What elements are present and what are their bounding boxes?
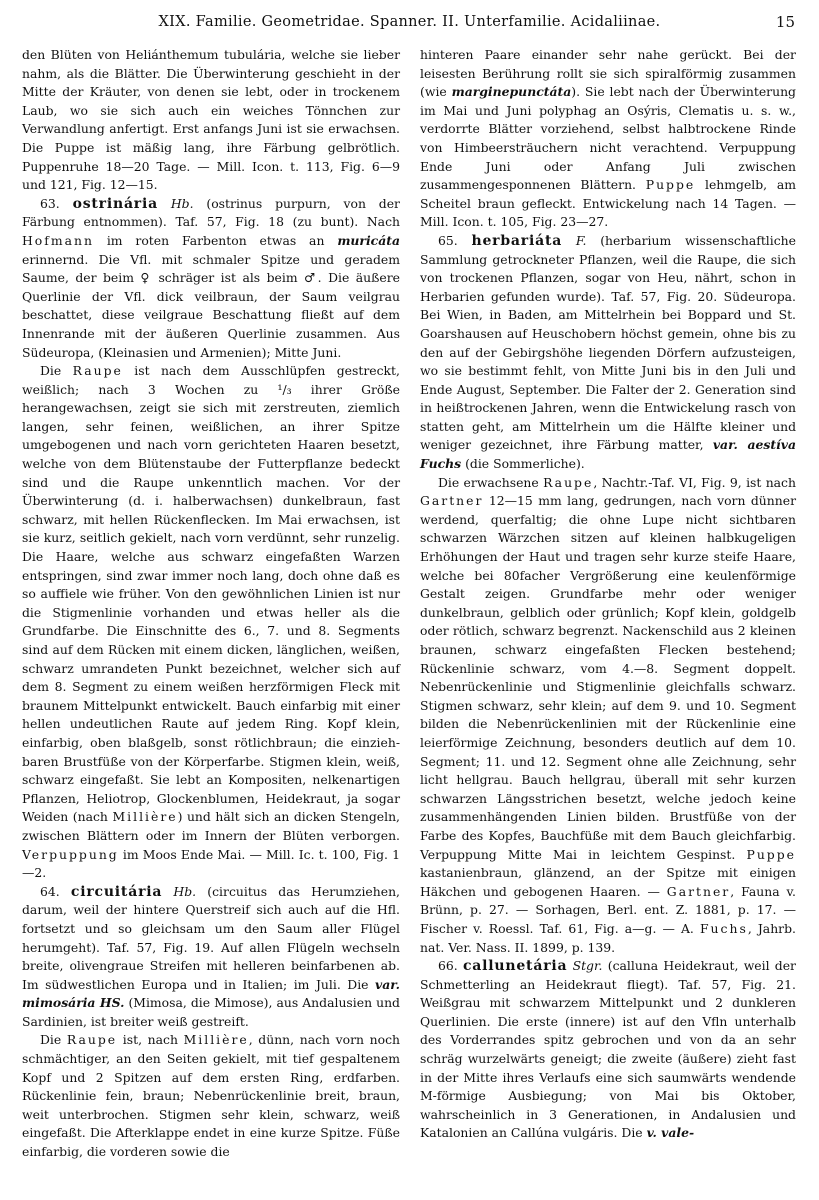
- variety-name: var. aestíva Fuchs: [420, 437, 796, 472]
- variety-name: var. mimosária HS.: [22, 976, 400, 1011]
- species-entry-64: [22, 883, 400, 1032]
- entry-number: 64.: [40, 883, 60, 899]
- text-run: , dünn, nach vorn noch schmächtiger, an den Seiten gekielt, mit tief gespaltenem Kopf und 2 Spitzen auf dem ersten Ring, erdfarben. Rückenlinie fein, braun; Nebenrückenlinie breit, braun, weit unterbrochen. Stigmen sehr klein, schwarz, weiß eingefaßt. Die Afterklappe endet in eine kurze Spitze. Füße einfarbig, die vorderen sowie die: [22, 1032, 400, 1160]
- person-name: Millière: [112, 809, 178, 825]
- text-run: , Nachtr.-Taf. VI, Fig. 9, ist nach: [593, 474, 796, 490]
- entry-text: (herbarium wissenschaftliche Sammlung getrockneter Pflanzen, weil die Raupe, die sich von trockenen Pflanzen, sogar von Heu, nährt, schon in Herbarien gefunden wurde). Taf. 57, Fig. 20. Südeuropa. Bei Wien, in Baden, am Mittelrhein bei Boppard und St. Goarshausen auf Heuschobern höchst gemein, ohne bis zu den auf der Gebirgshöhe liegenden Dörfern aufzusteigen, wo sie bestimmt fehlt, von Mitte Juni bis in den Juli und Ende August, September. Die Falter der 2. Generation sind in heißtrockenen Jahren, wenn die Entwickelung rasch von statten geht, am Mittelrhein um die Hälfte kleiner und weniger gezeichnet, ihre Färbung matter,: [420, 232, 796, 453]
- page-number: 15: [775, 13, 795, 31]
- left-column: [22, 46, 400, 1162]
- keyword-puppe: Puppe: [746, 846, 796, 862]
- text-run: ). Sie lebt nach der Überwinterung im Mai und Juni polyphag an Osýris, Clematis u. s. w., verdorrte Blätter vorziehend, selbst halbtrockene Rinde von Himbeersträuchern nicht verachtend. Verpuppung Ende Juni oder Anfang Juli zwischen zusammengesponnenen Blättern.: [420, 84, 796, 193]
- entry-text: (Mimosa, die Mimose), aus Andalusien und Sardinien, ist breiter weiß gestreift.: [22, 995, 400, 1029]
- larva-description-63: [22, 362, 400, 883]
- text-run: 12—15 mm lang, gedrungen, nach vorn dünner werdend, querfaltig; die ohne Lupe nicht sichtbaren schwarzen Wärzchen sitzen auf kleinen halbkugeligen Erhöhungen der Haut und tragen sehr kurze steife Haare, welche bei 80facher Vergrößerung eine keulenförmige Gestalt zeigen. Grundfarbe mehr oder weniger dunkelbraun, gelblich oder grünlich; Kopf klein, goldgelb oder rötlich, schwarz begrenzt. Nackenschild aus 2 kleinen braunen, schwarz eingefaßten Flecken bestehend; Rückenlinie schwarz, vom 4.—8. Segment doppelt. Nebenrückenlinie und Stigmenlinie gleichfalls schwarz. Stigmen schwarz, sehr klein; auf dem 9. und 10. Segment bilden die Nebenrückenlinien mit der Rückenlinie eine leierförmige Zeichnung, besonders deutlich auf dem 10. Segment; 11. und 12. Segment ohne alle Zeichnung, sehr licht hellgrau. Bauch hellgrau, überall mit sehr kurzen schwarzen Längsstrichen besetzt, welche jedoch keine zusammenhängenden Linien bilden. Brustfüße von der Farbe des Kopfes, Bauchfüße mit dem Bauch gleichfarbig. Verpuppung Mitte Mai in leichtem Gespinst.: [420, 493, 796, 862]
- text-run: kastanienbraun, glänzend, an der Spitze mit einigen Häkchen und gebogenen Haaren. —: [420, 865, 796, 899]
- entry-number: 65.: [438, 232, 458, 248]
- paragraph-text: den Blüten von Heliánthemum tubulária, welche sie lieber nahm, als die Blätter. Die Überwinterung geschieht in der Mitte der Kräuter, von denen sie lebt, oder in trockenem Laub, wo sie sich auch ein weiches Tönnchen zur Verwandlung anfertigt. Erst anfangs Juni ist sie erwachsen. Die Puppe ist mäßig lang, ihre Färbung gelbrötlich. Puppenruhe 18—20 Tage. — Mill. Icon. t. 113, Fig. 6—9 und 121, Fig. 12—15.: [22, 47, 400, 193]
- entry-number: 66.: [438, 958, 458, 974]
- paragraph-continuation: [420, 46, 796, 232]
- text-run: , Jahrb. nat. Ver. Nass. II. 1899, p. 139.: [420, 920, 796, 955]
- keyword-raupe: Raupe: [72, 363, 123, 379]
- species-name: herbariáta: [471, 232, 563, 249]
- species-entry-66: [420, 957, 796, 1143]
- species-entry-63: [22, 195, 400, 362]
- header-title: XIX. Familie. Geometridae. Spanner. II. Unterfamilie. Acidaliinae.: [158, 14, 661, 30]
- text-run: ist nach dem Ausschlüpfen gestreckt, weißlich; nach 3 Wochen zu ¹/₃ ihrer Größe herangewachsen, zeigt sie sich mit zerstreuten, ziemlich langen, sehr feinen, weißlichen, an ihrer Spitze umgebogenen und nach vorn gerichteten Haaren besetzt, welche von dem Blütenstaube der Futterpflanze bedeckt sind und die Raupe unkenntlich machen. Vor der Überwinterung (d. i. halberwachsen) dunkelbraun, fast schwarz, mit hellen Rückenflecken. Im Mai erwachsen, ist sie kurz, seitlich gekielt, nach vorn verdünnt, sehr runzelig. Die Haare, welche aus schwarz eingefaßten Warzen entspringen, sind zwar immer noch lang, doch ohne daß es so auffiele wie früher. Von den gewöhnlichen Linien ist nur die Stigmenlinie vorhanden und etwas heller als die Grundfarbe. Die Einschnitte des 6., 7. und 8. Segments sind auf dem Rücken mit einem dicken, länglichen, weißen, schwarz umrandeten Punkt bezeichnet, welcher sich auf dem 8. Segment zu einem weißen herzförmigen Fleck mit braunem Mittelpunkt entwickelt. Bauch einfarbig mit einer hellen undeutlichen Raute auf jedem Ring. Kopf klein, einfarbig, oben blaßgelb, sonst rötlichbraun; die einziehbaren Brustfüße von der Körperfarbe. Stigmen klein, weiß, schwarz eingefaßt. Sie lebt an Kompositen, nelkenartigen Pflanzen, Heliotrop, Glockenblumen, Heidekraut, ja sogar Weiden (nach: [22, 363, 400, 825]
- text-run: lehmgelb, am Scheitel braun gefleckt. Entwickelung nach 14 Tagen. — Mill. Icon. t. 105, Fig. 23—27.: [420, 177, 796, 230]
- person-name: Gartner: [666, 883, 731, 899]
- person-name: Millière: [183, 1032, 249, 1048]
- right-column: [420, 46, 796, 1143]
- species-author: F.: [575, 232, 587, 248]
- paragraph-continuation: [22, 46, 400, 195]
- text-run: ist, nach: [122, 1032, 178, 1048]
- text-run: hinteren Paare einander sehr nahe gerückt. Bei der leisesten Berührung rollt sie sich spiralförmig zusammen (wie: [420, 47, 796, 100]
- person-name: Hofmann: [22, 232, 94, 248]
- entry-text: erinnernd. Die Vfl. mit schmaler Spitze und geradem Saume, der beim ♀ schräger ist als beim ♂. Die äußere Querlinie der Vfl. dick veilbraun, der Saum veilgrau beschattet, diese veilgraue Beschattung fließt auf dem Innenrande mit der äußeren Querlinie zusammen. Aus Südeuropa, (Kleinasien und Armenien); Mitte Juni.: [22, 251, 400, 360]
- entry-text: (ostrinus purpurn, von der Färbung entnommen). Taf. 57, Fig. 18 (zu bunt). Nach: [22, 195, 400, 230]
- species-entry-65: [420, 232, 796, 474]
- text-run: ) und hält sich an dicken Stengeln, zwischen Blättern oder im Innern der Blüten verborgen.: [22, 809, 400, 843]
- species-name: ostrinária: [72, 195, 158, 212]
- keyword-raupe: Raupe: [66, 1032, 118, 1048]
- entry-text: (circuitus das Herumziehen, darum, weil der hintere Querstreif sich auch auf die Hfl. fortsetzt und so gleichsam um den Saum aller Flügel herumgeht). Taf. 57, Fig. 19. Auf allen Flügeln wechseln breite, olivengraue Streifen mit helleren beinfarbenen ab. Im südwestlichen Europa und in Italien; im Juli. Die: [22, 883, 400, 992]
- species-author: Hb.: [170, 195, 194, 211]
- species-author: Stgr.: [572, 958, 603, 974]
- keyword-raupe: Raupe: [543, 474, 594, 490]
- text-run: Die erwachsene: [438, 474, 539, 490]
- species-reference: marginepunctáta: [451, 84, 572, 100]
- running-header: [20, 10, 799, 36]
- species-name: circuitária: [70, 883, 163, 900]
- keyword-puppe: Puppe: [645, 177, 696, 193]
- species-name: callunetária: [462, 958, 568, 975]
- species-reference: muricáta: [337, 232, 400, 248]
- person-name: Gartner: [420, 493, 484, 509]
- text-run: , Fauna v. Brünn, p. 27. — Sorhagen, Berl. ent. Z. 1881, p. 17. — Fischer v. Roessl. Taf. 61, Fig. a—g. — A.: [420, 883, 796, 936]
- entry-text: (calluna Heidekraut, weil der Schmetterling an Heidekraut fliegt). Taf. 57, Fig. 21. Weißgrau mit schwarzem Mittelpunkt und 2 dunkleren Querlinien. Die erste (innere) ist auf den Vfln unterhalb des Vorderrandes spitz gebrochen und von da an sehr schräg wurzelwärts geneigt; die zweite (äußere) zieht fast in der Mitte ihres Verlaufs eine sich saumwärts wendende M-förmige Ausbiegung; von Mai bis Oktober, wahrscheinlich in 3 Generationen, in Andalusien und Katalonien an Callúna vulgáris. Die: [420, 958, 796, 1141]
- text-run: Die: [40, 363, 62, 379]
- text-run: Die: [40, 1032, 62, 1048]
- keyword-verpuppung: Verpuppung: [22, 846, 119, 862]
- person-name: Fuchs: [699, 920, 748, 936]
- entry-text: im roten Farbenton etwas an: [106, 232, 325, 248]
- variety-name: v. vale-: [646, 1125, 695, 1141]
- species-author: Hb.: [173, 883, 197, 899]
- text-run: im Moos Ende Mai. — Mill. Ic. t. 100, Fig. 1—2.: [22, 846, 400, 881]
- larva-description-64: [22, 1031, 400, 1161]
- entry-text: (die Sommerliche).: [465, 456, 585, 472]
- entry-number: 63.: [40, 195, 60, 211]
- larva-description-65: [420, 474, 796, 957]
